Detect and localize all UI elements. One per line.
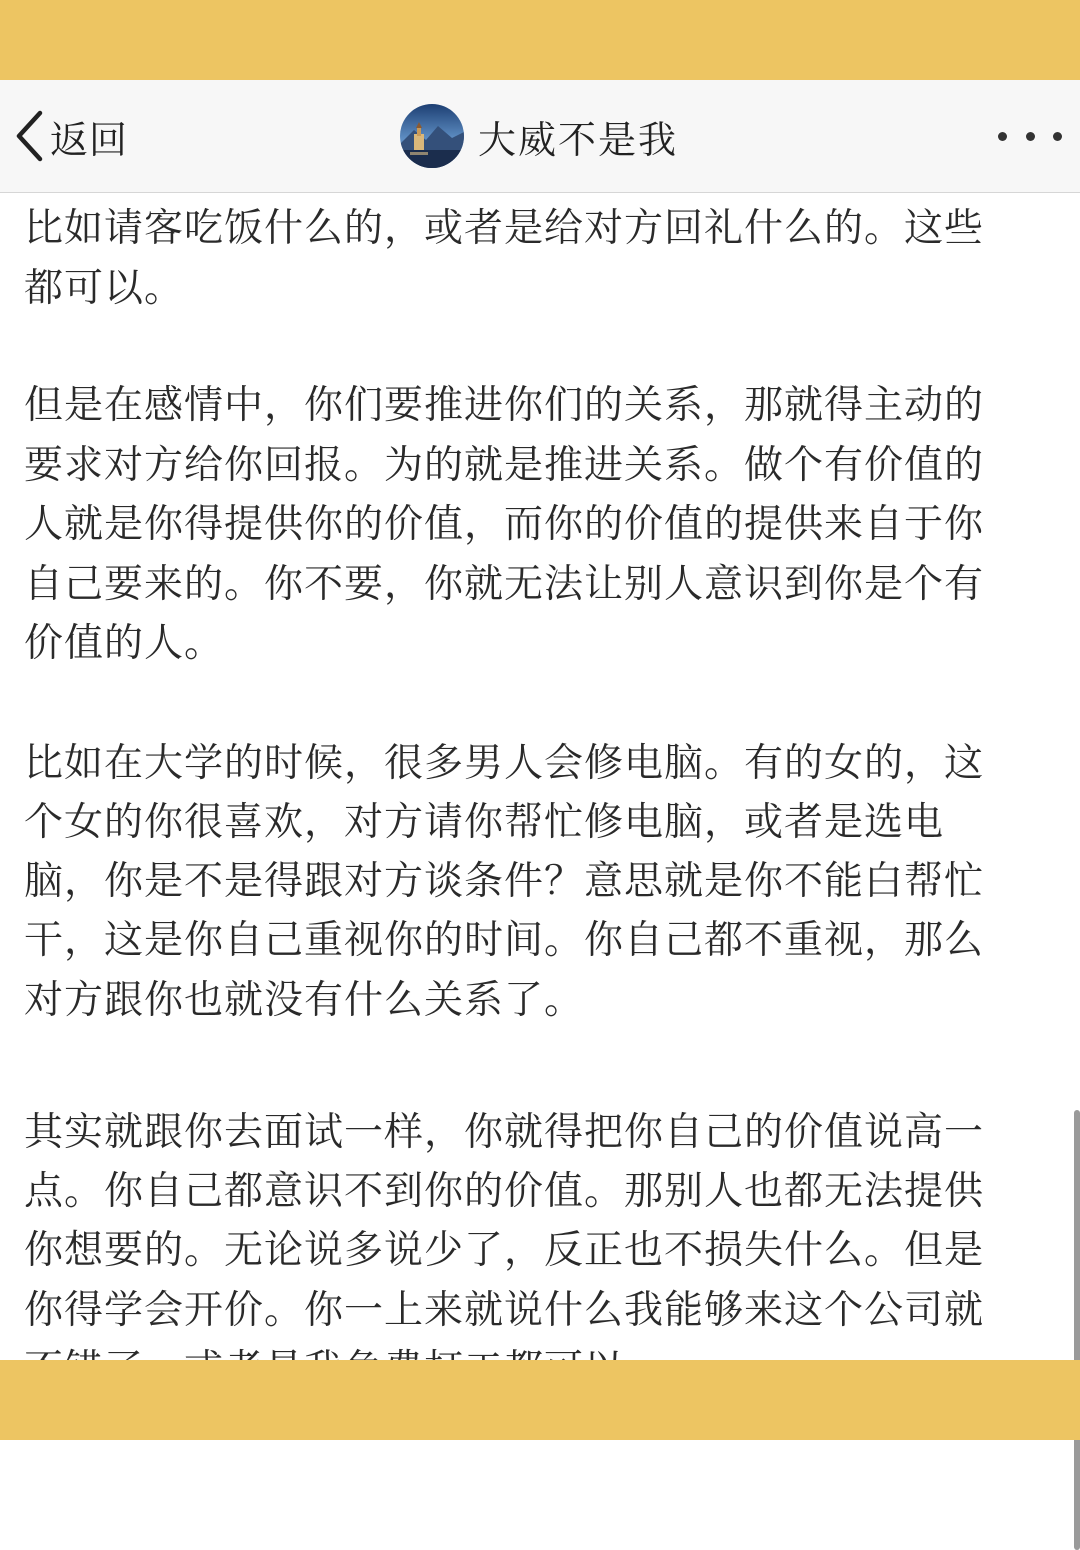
text-line: 个女的你很喜欢，对方请你帮忙修电脑，或者是选电 (24, 800, 945, 845)
more-dots-icon (998, 132, 1007, 141)
back-button[interactable] (14, 108, 128, 164)
bottom-yellow-band (0, 1360, 1080, 1440)
more-options-button[interactable] (998, 116, 1062, 156)
text-line: 其实就跟你去面试一样，你就得把你自己的价值说高一 (24, 1110, 985, 1155)
top-yellow-band (0, 0, 1080, 80)
page-title: 大威不是我 (478, 117, 679, 162)
avatar[interactable] (400, 104, 464, 168)
text-line: 对方跟你也就没有什么关系了。 (24, 978, 585, 1023)
text-line: 要求对方给你回报。为的就是推进关系。做个有价值的 (24, 443, 985, 488)
scrollbar[interactable] (1074, 1110, 1080, 1550)
text-line: 干，这是你自己重视你的时间。你自己都不重视，那么 (24, 918, 985, 963)
text-line: 都可以。 (24, 266, 185, 311)
text-line: 脑，你是不是得跟对方谈条件？意思就是你不能白帮忙 (24, 859, 985, 904)
text-line: 点。你自己都意识不到你的价值。那别人也都无法提供 (24, 1169, 985, 1214)
text-line: 人就是你得提供你的价值，而你的价值的提供来自于你 (24, 502, 985, 547)
text-line: 自己要来的。你不要，你就无法让别人意识到你是个有 (24, 562, 985, 607)
article-content (0, 193, 1080, 1360)
text-line: 但是在感情中，你们要推进你们的关系，那就得主动的 (24, 383, 985, 428)
text-line: 你想要的。无论说多说少了，反正也不损失什么。但是 (24, 1228, 985, 1273)
navigation-bar (0, 80, 1080, 193)
title-group (400, 103, 678, 169)
text-line: 比如请客吃饭什么的，或者是给对方回礼什么的。这些 (24, 206, 985, 251)
chevron-left-icon (14, 110, 44, 162)
more-dots-icon (1026, 132, 1035, 141)
text-line: 价值的人。 (24, 621, 225, 666)
text-line: 比如在大学的时候，很多男人会修电脑。有的女的，这 (24, 741, 985, 786)
back-label: 返回 (50, 117, 129, 162)
more-dots-icon (1053, 132, 1062, 141)
text-line: 你得学会开价。你一上来就说什么我能够来这个公司就 (24, 1288, 985, 1333)
